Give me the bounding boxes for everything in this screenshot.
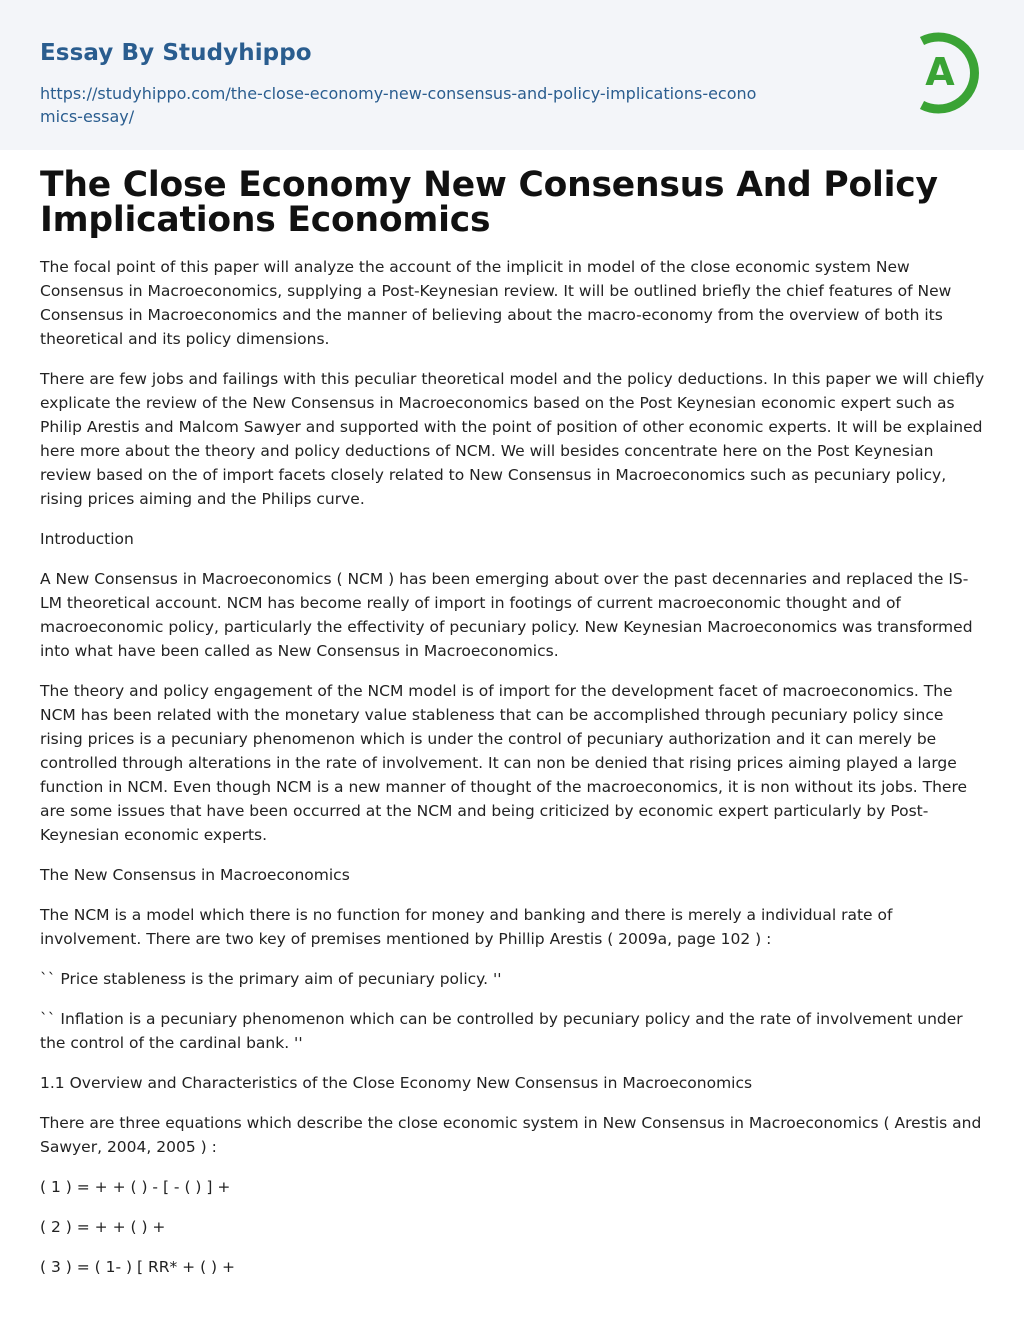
paragraph-ncm-theory-policy: The theory and policy engagement of the NCM model is of import for the development facet of macroeconomics. The NCM has been related with the monetary value stableness that can be accomplished through pecuniary policy since rising prices is a pecuniary phenomenon which is under the control of pecuniary authorization and it can merely be controlled through alterations in the rate of involvement. It can non be denied that rising prices aiming played a large function in NCM. Even though NCM is a new manner of thought of the macroeconomics, it is non without its jobs. There are some issues that have been occurred at the NCM and being criticized by economic expert particularly by Post-Keynesian economic experts. bbox=[40, 682, 968, 844]
logo-letter: A bbox=[925, 50, 955, 94]
paragraph-ncm-model: The NCM is a model which there is no function for money and banking and there is merely a individual rate of involvement. There are two key of premises mentioned by Phillip Arestis ( 2009a, page 102 ) : bbox=[40, 906, 893, 948]
studyhippo-logo-icon[interactable] bbox=[906, 28, 990, 118]
section-heading-new-consensus: The New Consensus in Macroeconomics bbox=[40, 866, 350, 884]
quote-price-stability: `` Price stableness is the primary aim of pecuniary policy. '' bbox=[40, 970, 502, 988]
site-brand[interactable]: Essay By Studyhippo bbox=[40, 40, 312, 66]
source-url-link[interactable]: https://studyhippo.com/the-close-economy-new-consensus-and-policy-implications-economics-essay/ bbox=[40, 84, 757, 126]
paragraph-three-equations: There are three equations which describe the close economic system in New Consensus in Macroeconomics ( Arestis and Sawyer, 2004, 2005 ) : bbox=[40, 1114, 982, 1156]
section-heading-introduction: Introduction bbox=[40, 530, 134, 548]
site-header bbox=[0, 0, 1024, 150]
paragraph-intro-focus: The focal point of this paper will analyze the account of the implicit in model of the close economic system New Consensus in Macroeconomics, supplying a Post-Keynesian review. It will be outlined briefly the chief features of New Consensus in Macroeconomics and the manner of believing about the macro-economy from the overview of both its theoretical and its policy dimensions. bbox=[40, 258, 952, 348]
equation-1: ( 1 ) = + + ( ) - [ - ( ) ] + bbox=[40, 1178, 231, 1196]
quote-inflation: `` Inflation is a pecuniary phenomenon which can be controlled by pecuniary policy and the rate of involvement under the control of the cardinal bank. '' bbox=[40, 1010, 963, 1052]
article-title: The Close Economy New Consensus And Policy Implications Economics bbox=[40, 165, 938, 240]
article-body bbox=[40, 255, 988, 1295]
equation-2: ( 2 ) = + + ( ) + bbox=[40, 1218, 166, 1236]
paragraph-problems: There are few jobs and failings with this peculiar theoretical model and the policy deductions. In this paper we will chiefly explicate the review of the New Consensus in Macroeconomics based on the Post Keynesian economic expert such as Philip Arestis and Malcom Sawyer and supported with the point of position of other economic experts. It will be explained here more about the theory and policy deductions of NCM. We will besides concentrate here on the Post Keynesian review based on the of import facets closely related to New Consensus in Macroeconomics such as pecuniary policy, rising prices aiming and the Philips curve. bbox=[40, 370, 985, 508]
equation-3: ( 3 ) = ( 1- ) [ RR* + ( ) + bbox=[40, 1258, 236, 1276]
paragraph-ncm-emerging: A New Consensus in Macroeconomics ( NCM ) has been emerging about over the past decennaries and replaced the IS-LM theoretical account. NCM has become really of import in footings of current macroeconomic thought and of macroeconomic policy, particularly the effectivity of pecuniary policy. New Keynesian Macroeconomics was transformed into what have been called as New Consensus in Macroeconomics. bbox=[40, 570, 973, 660]
section-heading-overview: 1.1 Overview and Characteristics of the Close Economy New Consensus in Macroeconomics bbox=[40, 1074, 753, 1092]
